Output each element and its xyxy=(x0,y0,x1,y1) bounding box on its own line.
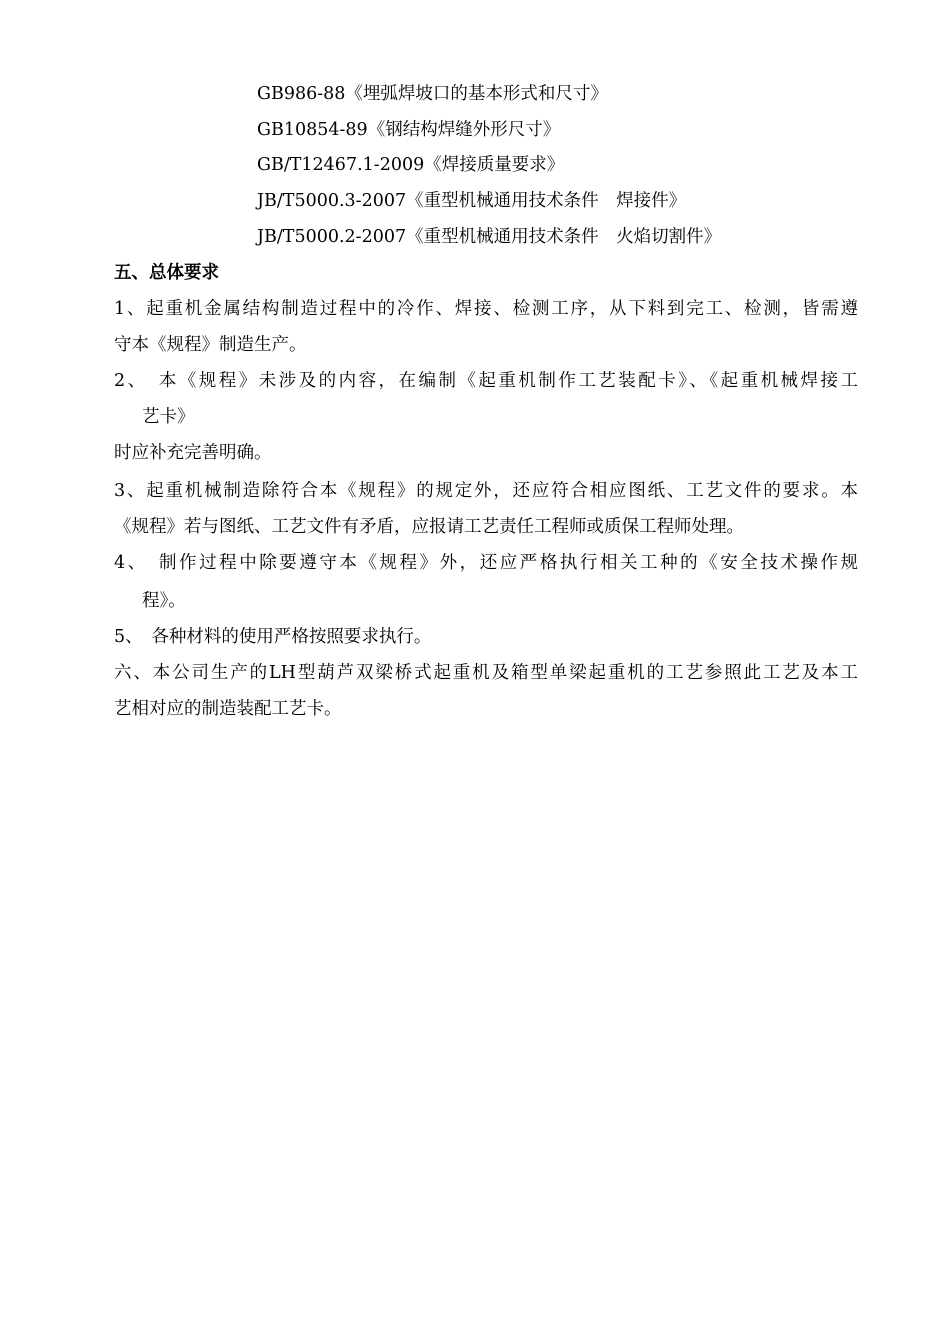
item-4-line-2: 程》。 xyxy=(142,591,186,611)
section-6-line-1: 六、本公司生产的LH型葫芦双梁桥式起重机及箱型单梁起重机的工艺参照此工艺及本工 xyxy=(114,663,858,683)
section-5-heading: 五、总体要求 xyxy=(114,263,219,283)
standard-jbt5000-3: JB/T5000.3-2007《重型机械通用技术条件 焊接件》 xyxy=(257,191,687,211)
section-6-line-2: 艺相对应的制造装配工艺卡。 xyxy=(114,699,342,719)
item-2-line-3: 时应补充完善明确。 xyxy=(114,443,272,463)
item-2-line-1: 2、 本《规程》未涉及的内容，在编制《起重机制作工艺装配卡》、《起重机械焊接工 xyxy=(114,371,858,391)
standard-gbt12467: GB/T12467.1-2009《焊接质量要求》 xyxy=(257,155,565,175)
item-4-line-1: 4、 制作过程中除要遵守本《规程》外，还应严格执行相关工种的《安全技术操作规 xyxy=(114,553,858,573)
item-1-line-2: 守本《规程》制造生产。 xyxy=(114,335,307,355)
standard-gb986: GB986-88《埋弧焊坡口的基本形式和尺寸》 xyxy=(257,84,608,104)
item-1-line-1: 1、起重机金属结构制造过程中的冷作、焊接、检测工序，从下料到完工、检测，皆需遵 xyxy=(114,299,858,319)
item-3-line-2: 《规程》若与图纸、工艺文件有矛盾，应报请工艺责任工程师或质保工程师处理。 xyxy=(114,517,744,537)
item-5-line-1: 5、 各种材料的使用严格按照要求执行。 xyxy=(114,627,432,647)
standard-jbt5000-2: JB/T5000.2-2007《重型机械通用技术条件 火焰切割件》 xyxy=(257,227,722,247)
item-3-line-1: 3、起重机械制造除符合本《规程》的规定外，还应符合相应图纸、工艺文件的要求。本 xyxy=(114,481,858,501)
standard-gb10854: GB10854-89《钢结构焊缝外形尺寸》 xyxy=(257,120,561,140)
item-2-line-2: 艺卡》 xyxy=(142,407,195,427)
